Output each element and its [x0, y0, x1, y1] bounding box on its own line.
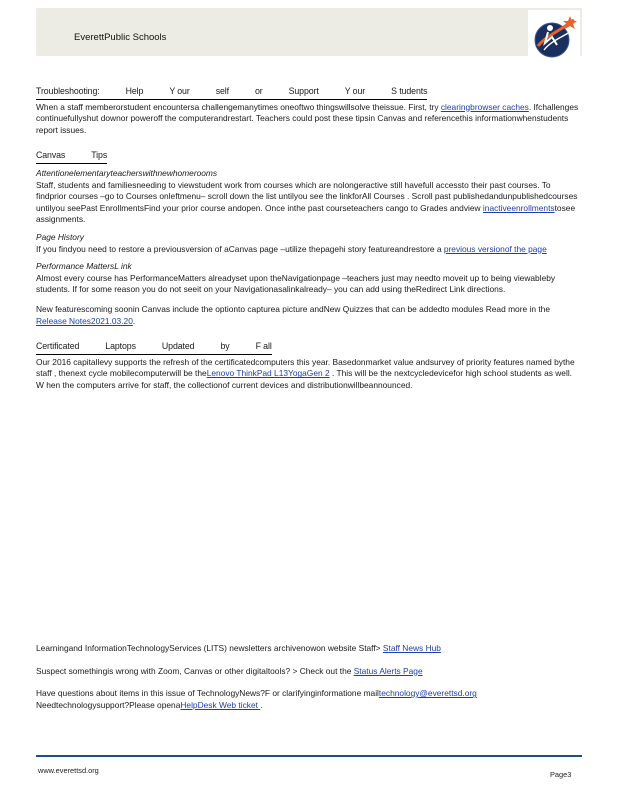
lenovo-thinkpad-link[interactable]: Lenovo ThinkPad L13YogaGen 2: [206, 368, 330, 379]
resources-block: [36, 643, 586, 711]
footer-divider: [36, 755, 582, 757]
staff-news-hub-link[interactable]: Staff News Hub: [382, 643, 441, 653]
everett-schools-logo-icon: [528, 10, 580, 62]
helpdesk-web-ticket-link[interactable]: HelpDesk Web ticket: [180, 699, 261, 710]
troubleshooting-heading: Troubleshooting: Help Y our self or Support Y our S tudents: [36, 86, 427, 100]
technology-email-link[interactable]: technology@everettsd.org: [378, 688, 477, 699]
inactive-enrollments-link[interactable]: inactiveenrollments: [482, 202, 555, 213]
elementary-teachers-subheading: Attentionelementaryteacherswithnewhomerooms: [36, 167, 218, 178]
page-history-paragraph: If you findyou need to restore a previousversion of aCanvas page –utilize thepagehi story featureandrestore a previous versionof the page: [36, 243, 547, 254]
canvas-tips-heading: Canvas Tips: [36, 150, 107, 164]
support-line: Needtechnologysupport?Please openaHelpDesk Web ticket .: [36, 699, 263, 710]
release-notes-link[interactable]: Release Notes2021.03.20: [36, 315, 133, 326]
troubleshooting-paragraph: When a staff memberorstudent encountersa challengemanytimes oneoftwo thingswillsolve theissue. First, try clearingbrowser caches. Ifchallenges continuefullyshut downor poweroff the computerandrestart. Teachers could post these tipsin Canvas and referencethis informationwhenstudents report issues.: [36, 101, 579, 135]
previous-version-link[interactable]: previous versionof the page: [443, 243, 547, 254]
newsletter-archive-line: Learningand InformationTechnologyServices (LITS) newsletters archivenowon website Staff> Staff News Hub: [36, 643, 441, 653]
page-number: Page3: [550, 770, 572, 779]
laptops-heading: Certificated Laptops Updated by F all: [36, 341, 272, 355]
performance-matters-subheading: Performance MattersL ink: [36, 261, 132, 272]
clearing-browser-caches-link[interactable]: clearingbrowser caches: [440, 101, 529, 112]
questions-line: Have questions about items in this issue of TechnologyNews?F or clarifyinginformatione mailtechnology@everettsd.org: [36, 688, 477, 699]
school-name-header: EverettPublic Schools: [74, 32, 167, 43]
page-history-subheading: Page History: [36, 231, 84, 242]
status-alerts-page-link[interactable]: Status Alerts Page: [353, 665, 423, 676]
status-alerts-line: Suspect somethingis wrong with Zoom, Canvas or other digitaltools? > Check out the Status Alerts Page: [36, 665, 423, 676]
footer-website: www.everettsd.org: [38, 766, 99, 775]
new-features-paragraph: New featurescoming soonin Canvas include the optionto capturea picture andNew Quizzes that can be addedto modules Read more in the Release Notes2021.03.20.: [36, 303, 550, 326]
newsletter-body: [36, 86, 582, 391]
laptops-paragraph: Our 2016 capitallevy supports the refresh of the certificatedcomputers this year. Basedonmarket value andsurvey of priority features named bythe staff , thenext cycle mobilecomputerwill be theLenovo ThinkPad L13YogaGen 2 . This will be the nextcycledevicefor high school students as well. W hen the computers arrive for staff, the collectionof current devices and distributionwillbeannounced.: [36, 356, 575, 390]
performance-matters-paragraph: Almost every course has PerformanceMatters alreadyset upon theNavigationpage –teachers just may needto moveit up to being viewableby students. If for some reason you do not seeit on your Navigationasalinkalready– you can add using theRedirect Link directions.: [36, 272, 556, 295]
elementary-teachers-paragraph: Staff, students and familiesneeding to viewstudent work from courses which are nolongeractive still havefull accessto their past courses. To findprior courses –go to Courses onleftmenu– scroll down the list untilyou see the linkforAll Courses . Scroll past publishedandunpublishedcourses untilyou seePast EnrollmentsFind your prior course andopen. Once inthe past courseteachers cango to Grades andview inactiveenrollmentstosee assignments.: [36, 179, 578, 225]
